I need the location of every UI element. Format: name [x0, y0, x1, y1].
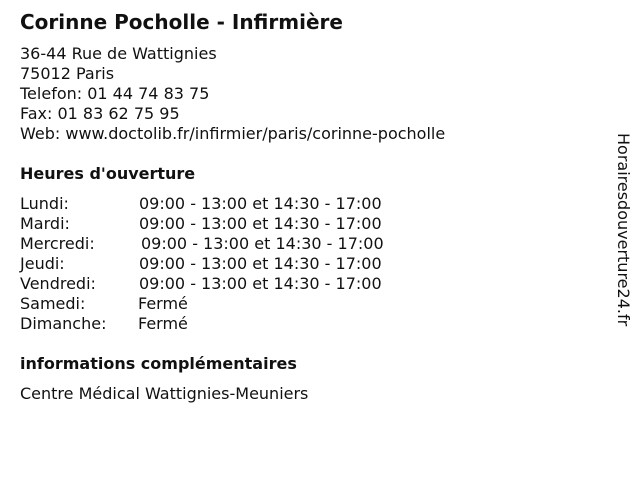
time-value: Fermé: [138, 294, 188, 313]
fax-number: Fax: 01 83 62 75 95: [20, 104, 180, 123]
info-heading: informations complémentaires: [20, 354, 297, 373]
time-value: 09:00 - 13:00 et 14:30 - 17:00: [139, 254, 382, 273]
time-value: 09:00 - 13:00 et 14:30 - 17:00: [139, 194, 382, 213]
time-value: 09:00 - 13:00 et 14:30 - 17:00: [141, 234, 384, 253]
website-link[interactable]: Web: www.doctolib.fr/infirmier/paris/corinne-pocholle: [20, 124, 446, 143]
site-watermark: Horairesdouverture24.fr: [614, 133, 633, 327]
time-value: 09:00 - 13:00 et 14:30 - 17:00: [139, 274, 382, 293]
time-value: Fermé: [138, 314, 188, 333]
day-label: Mercredi:: [20, 234, 95, 253]
day-label: Mardi:: [20, 214, 70, 233]
day-label: Lundi:: [20, 194, 69, 213]
phone-number: Telefon: 01 44 74 83 75: [20, 84, 210, 103]
day-label: Vendredi:: [20, 274, 96, 293]
day-label: Jeudi:: [20, 254, 65, 273]
hours-heading: Heures d'ouverture: [20, 164, 196, 183]
contact-block: [20, 44, 445, 144]
page-title: Corinne Pocholle - Infirmière: [20, 10, 343, 34]
city-address: 75012 Paris: [20, 64, 115, 83]
time-value: 09:00 - 13:00 et 14:30 - 17:00: [139, 214, 382, 233]
day-label: Dimanche:: [20, 314, 107, 333]
info-text: Centre Médical Wattignies-Meuniers: [20, 384, 309, 403]
street-address: 36-44 Rue de Wattignies: [20, 44, 217, 63]
day-label: Samedi:: [20, 294, 86, 313]
